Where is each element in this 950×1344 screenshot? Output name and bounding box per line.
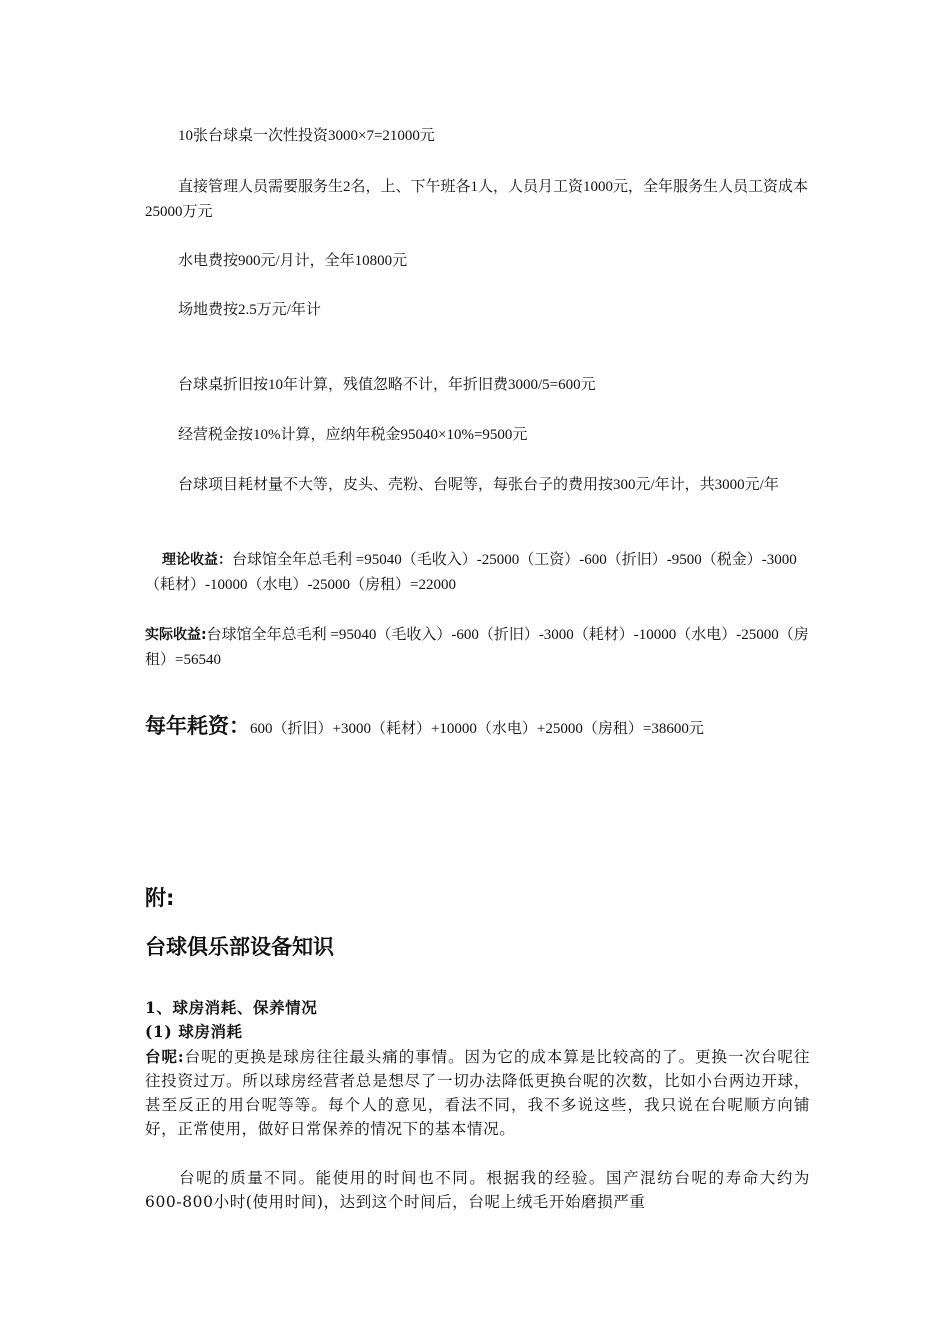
depreciation-line: 台球桌折旧按10年计算，残值忽略不计，年折旧费3000/5=600元 <box>178 377 596 393</box>
tables-investment-line: 10张台球桌一次性投资3000×7=21000元 <box>178 128 435 144</box>
yearly-cost-text: 600（折旧）+3000（耗材）+10000（水电）+25000（房租）=38600元 <box>250 721 704 737</box>
theory-income-paragraph <box>145 548 810 598</box>
annex-title: 附: <box>145 886 175 910</box>
cloth-label: 台呢: <box>145 1047 185 1066</box>
cloth-paragraph <box>145 1045 810 1141</box>
materials-line: 台球项目耗材量不大等，皮头、壳粉、台呢等，每张台子的费用按300元/年计，共3000元/年 <box>178 477 779 493</box>
theory-income-text: 台球馆全年总毛利 =95040（毛收入）-25000（工资）-600（折旧）-9500（税金）-3000（耗材）-10000（水电）-25000（房租）=22000 <box>145 552 797 593</box>
yearly-cost-paragraph <box>145 710 810 745</box>
tax-line: 经营税金按10%计算，应纳年税金95040×10%=9500元 <box>178 427 528 443</box>
yearly-cost-label: 每年耗资： <box>145 714 250 738</box>
actual-income-label: 实际收益: <box>145 627 207 643</box>
staff-cost-line: 直接管理人员需要服务生2名，上、下午班各1人，人员月工资1000元，全年服务生人员工资成本25000万元 <box>145 179 809 220</box>
section-subheading: (1) 球房消耗 <box>145 1022 243 1041</box>
cloth-text: 台呢的更换是球房往往最头痛的事情。因为它的成本算是比较高的了。更换一次台呢往往投资过万。所以球房经营者总是想尽了一切办法降低更换台呢的次数，比如小台两边开球，甚至反正的用台呢等等。每个人的意见，看法不同，我不多说这些，我只说在台呢顺方向铺好，正常使用，做好日常保养的情况下的基本情况。 <box>145 1048 810 1138</box>
cloth-quality-paragraph: 台呢的质量不同。能使用的时间也不同。根据我的经验。国产混纺台呢的寿命大约为600-800小时(使用时间)，达到这个时间后，台呢上绒毛开始磨损严重 <box>145 1169 810 1211</box>
section-heading: 1、球房消耗、保养情况 <box>145 998 318 1017</box>
actual-income-paragraph <box>145 623 810 673</box>
utilities-line: 水电费按900元/月计，全年10800元 <box>178 253 408 269</box>
annex-subtitle: 台球俱乐部设备知识 <box>145 935 334 959</box>
actual-income-text: 台球馆全年总毛利 =95040（毛收入）-600（折旧）-3000（耗材）-10000（水电）-25000（房租）=56540 <box>145 627 809 668</box>
theory-income-label: 理论收益： <box>162 552 232 568</box>
venue-fee-line: 场地费按2.5万元/年计 <box>178 302 321 318</box>
